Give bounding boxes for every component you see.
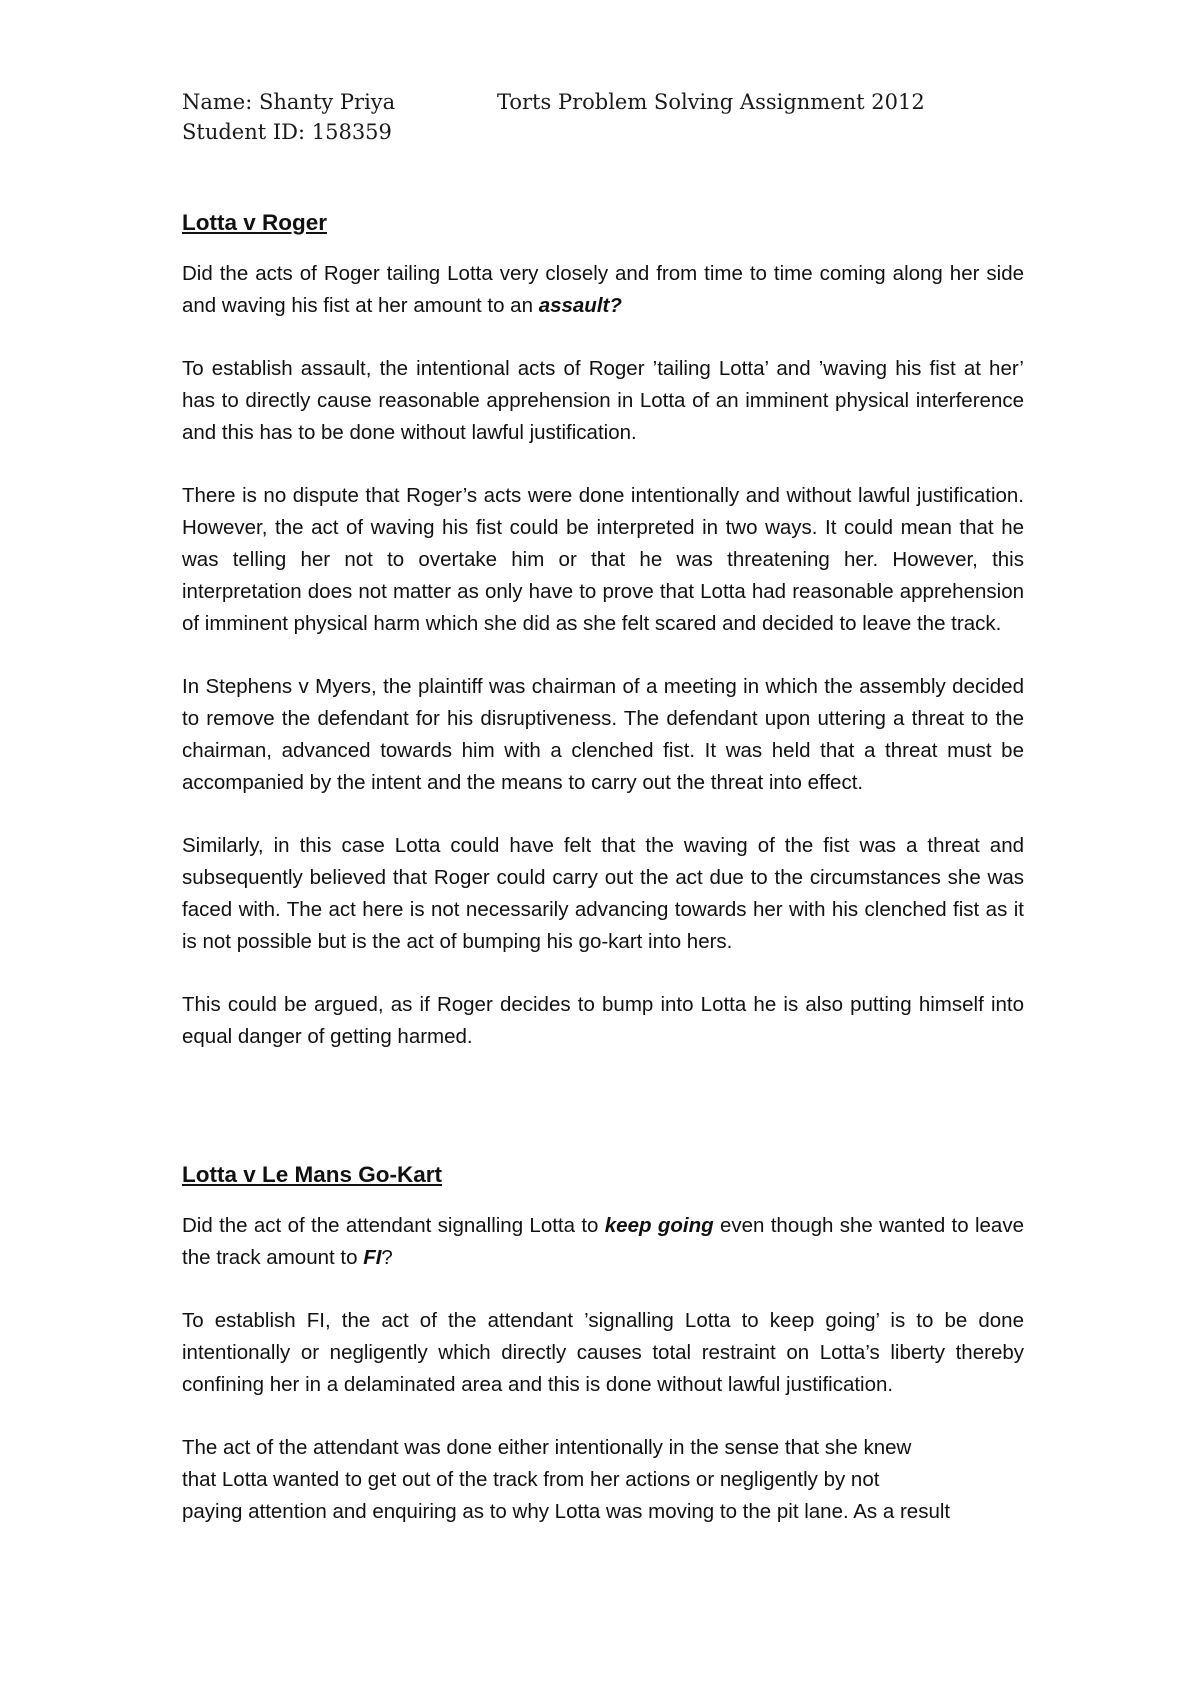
- question-text: ?: [381, 1246, 393, 1269]
- paragraph: To establish assault, the intentional acts of Roger ’tailing Lotta’ and ’waving his fist at her’ has to directly cause reasonable apprehension in Lotta of an imminent physical interference and this has to be done without lawful justification.: [182, 357, 1024, 444]
- student-name: Name: Shanty Priya: [182, 90, 396, 114]
- question-emphasis: assault?: [538, 294, 622, 317]
- paragraph-continued: [182, 1432, 1024, 1528]
- paragraph: Similarly, in this case Lotta could have felt that the waving of the fist was a threat and subsequently believed that Roger could carry out the act due to the circumstances she was faced with. The act here is not necessarily advancing towards her with his clenched fist as it is not possible but is the act of bumping his go-kart into hers.: [182, 834, 1024, 953]
- question-text: Did the act of the attendant signalling Lotta to: [182, 1214, 605, 1237]
- paragraph-line: paying attention and enquiring as to why Lotta was moving to the pit lane. As a result: [182, 1500, 951, 1523]
- paragraph: There is no dispute that Roger’s acts were done intentionally and without lawful justification. However, the act of waving his fist could be interpreted in two ways. It could mean that he was telling her not to overtake him or that he was threatening her. However, this interpretation does not matter as only have to prove that Lotta had reasonable apprehension of imminent physical harm which she did as she felt scared and decided to leave the track.: [182, 484, 1024, 635]
- question-emphasis: FI: [363, 1246, 382, 1269]
- question-emphasis: keep going: [604, 1214, 714, 1237]
- paragraph: In Stephens v Myers, the plaintiff was chairman of a meeting in which the assembly decided to remove the defendant for his disruptiveness. The defendant upon uttering a threat to the chairman, advanced towards him with a clenched fist. It was held that a threat must be accompanied by the intent and the means to carry out the threat into effect.: [182, 675, 1024, 794]
- section-heading-lotta-v-le-mans: Lotta v Le Mans Go-Kart: [182, 1162, 443, 1187]
- paragraph-line: that Lotta wanted to get out of the track from her actions or negligently by not: [182, 1468, 880, 1491]
- student-id: Student ID: 158359: [182, 120, 392, 144]
- paragraph: This could be argued, as if Roger decides to bump into Lotta he is also putting himself into equal danger of getting harmed.: [182, 993, 1024, 1048]
- paragraph: To establish FI, the act of the attendant ’signalling Lotta to keep going’ is to be done intentionally or negligently which directly causes total restraint on Lotta’s liberty thereby confining her in a delaminated area and this is done without lawful justification.: [182, 1309, 1024, 1396]
- issue-question: [182, 258, 1024, 322]
- issue-question: [182, 1210, 1024, 1274]
- question-text: even though she wanted to leave the track amount to: [182, 1214, 1024, 1269]
- section-body-lotta-v-le-mans: [182, 1210, 1024, 1528]
- assignment-title: Torts Problem Solving Assignment 2012: [497, 90, 925, 114]
- paragraph-line: The act of the attendant was done either intentionally in the sense that she knew: [182, 1436, 912, 1459]
- question-text: Did the acts of Roger tailing Lotta very closely and from time to time coming along her side and waving his fist at her amount to an: [182, 262, 1024, 317]
- section-heading-lotta-v-roger: Lotta v Roger: [182, 210, 328, 235]
- section-body-lotta-v-roger: [182, 258, 1024, 1053]
